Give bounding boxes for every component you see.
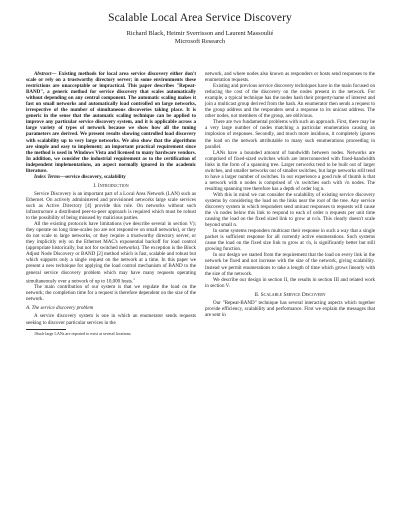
right-paragraph-7: In our design we started from the requirement that the load on every link in the network be fixed and not increase with the size of the network, giving scalability. Instead we permit enumerations to take a length of time which grows linearly with the size of the network. [205,252,375,277]
intro-paragraph-3: The main contribution of our system is that we regulate the load on the network; the completion time for a request is therefore dependent on the size of the network. [26,284,196,303]
section-heading-introduction: I. Introduction [93,182,129,189]
intro-paragraph-2-text: All the existing protocols have limitations (we describe several in section V); they operate on long time-scales (so are not responsive on small networks), or they do not scale to large networks, or they require a trustworthy directory server, or they implicitly rely on the Ethernet MAC's exponential backoff for load control (appropriate historically, but not for switched networks). The exception is the Block Adjust Node Discovery or BAND [2] method which is fast, scalable and robust but which supports only a single request on the network at a time. In this paper we present a new technique for applying the load control mechanism of BAND to the general service discovery problem which may have many requests operating simultaneously over a network of up to 10,000 hosts. [26,221,196,285]
index-terms-label: Index Terms [34,173,61,180]
footnote: 1Such large LANs are reported to exist at several locations. [34,330,132,336]
right-paragraph-6: In some systems responders multicast their response in such a way that a single packet is sufficient response for all currently active enumerations. Such systems cause the load on the fixed size link to grow at √n, is significantly better but still growing function. [205,228,375,253]
right-paragraph-3: There are two fundamental problems with such an approach. First, there may be a very large number of nodes matching a particular enumeration causing an implosion of responses. Secondly, and much more insidious, it completely ignores the load on the network attributable to many such enumerations proceeding in parallel. [205,119,375,150]
intro-paragraph-2 [26,221,196,284]
intro-paragraph-1: Service Discovery is an important part of a Local Area Network (LAN) such as Ethernet. On actively administered and provisioned networks large scale services such as Active Directory [4] provide this role. On networks without such infrastructure a distributed peer-to-peer approach is required which must be robust to the possibility of being misused by malicious parties. [26,190,196,222]
abstract-text: Existing methods for local area service discovery either don't scale or rely on a trustworthy directory server; in some environments these restrictions are unacceptable or impractical. This paper describes "Repeat-BAND", a generic method for service discovery that scales automatically without depending on any central component. The automatic scaling makes it fast on small networks and automatically load controlled on large networks, irrespective of the number of simultaneous discoveries taking place. It is generic in the sense that the automatic scaling technique can be applied to improve any particular service discovery system, and it is applicable across a large variety of types of network because we show how all the tuning parameters are derived. We present results showing controlled load discovery with scalability up to very large networks. We also show that the algorithms are simple and easy to implement; an important practical requirement since the method is used in Windows Vista and licensed to many hardware vendors. In addition, we consider the industrial requirement as to the certification of independent implementations, an aspect normally ignored in the academic literature. [26,71,196,174]
author-block [0,30,400,45]
footnote-mark: 1 [133,276,135,281]
right-paragraph-4: LANs have a bounded amount of bandwidth between nodes. Networks are comprised of fixed-sized switches which are interconnected with fixed-bandwidth links in the form of a spanning tree. Larger networks tend to be built out of larger switches, and smaller networks out of smaller switches, but large networks still tend to have a larger number of switches. In our experience a good rule of thumb is that a network with n nodes is comprised of √n switches each with √n nodes. The resulting spanning tree therefore has a depth of order log n. [205,149,375,192]
left-column [26,71,196,336]
affiliation: Microsoft Research [174,37,226,45]
right-paragraph-8: We describe our design in section II, the results in section III and related work in section V. [205,276,375,289]
right-column [205,71,375,318]
right-paragraph-1: network, and where nodes also known as responders or hosts send responses to the enumeration requests. [205,71,375,84]
paper-title: Scalable Local Area Service Discovery [108,12,292,24]
abstract [26,71,196,174]
subsection-paragraph-1: A service discovery system is one in which an enumerator sends requests seeking to discover particular services in the [26,313,196,326]
index-terms-text: —service discovery, scalability [60,173,126,180]
right-paragraph-2: Existing and previous service discovery techniques have in the main focused on reducing the cost of the discovery on the nodes present in the network. For example, a typical technique has the nodes hash their property/name of interest and join a multicast group derived from the hash. An enumerator then sends a request to the group address and the responders send a response to its unicast address. The other nodes, not members of the group, are oblivious. [205,83,375,120]
subsection-heading: A. The service discovery problem [26,305,94,312]
abstract-label: Abstract— [34,71,57,77]
authors: Richard Black, Heimir Sverrisson and Laurent Massoulié [126,30,274,37]
section2-paragraph-1: Our "Repeat-BAND" technique has several interacting aspects which together provide efficiency, scalability and performance. First we explain the messages that are sent in [205,299,375,318]
footnote-rule [26,329,66,330]
section-heading-scalable: II. Scalable Service Discovery [254,291,326,298]
right-paragraph-5: With this in mind we can consider the scalability of existing service discovery systems by considering the load on the links near the root of the tree. Any service discovery system in which responders send unicast responses to requests will cause the √n nodes below this link to respond to each of order n requests per unit time causing the load on the fixed sized link to grow at n√n. This clearly doesn't scale beyond small n. [205,191,375,229]
index-terms [26,174,196,180]
